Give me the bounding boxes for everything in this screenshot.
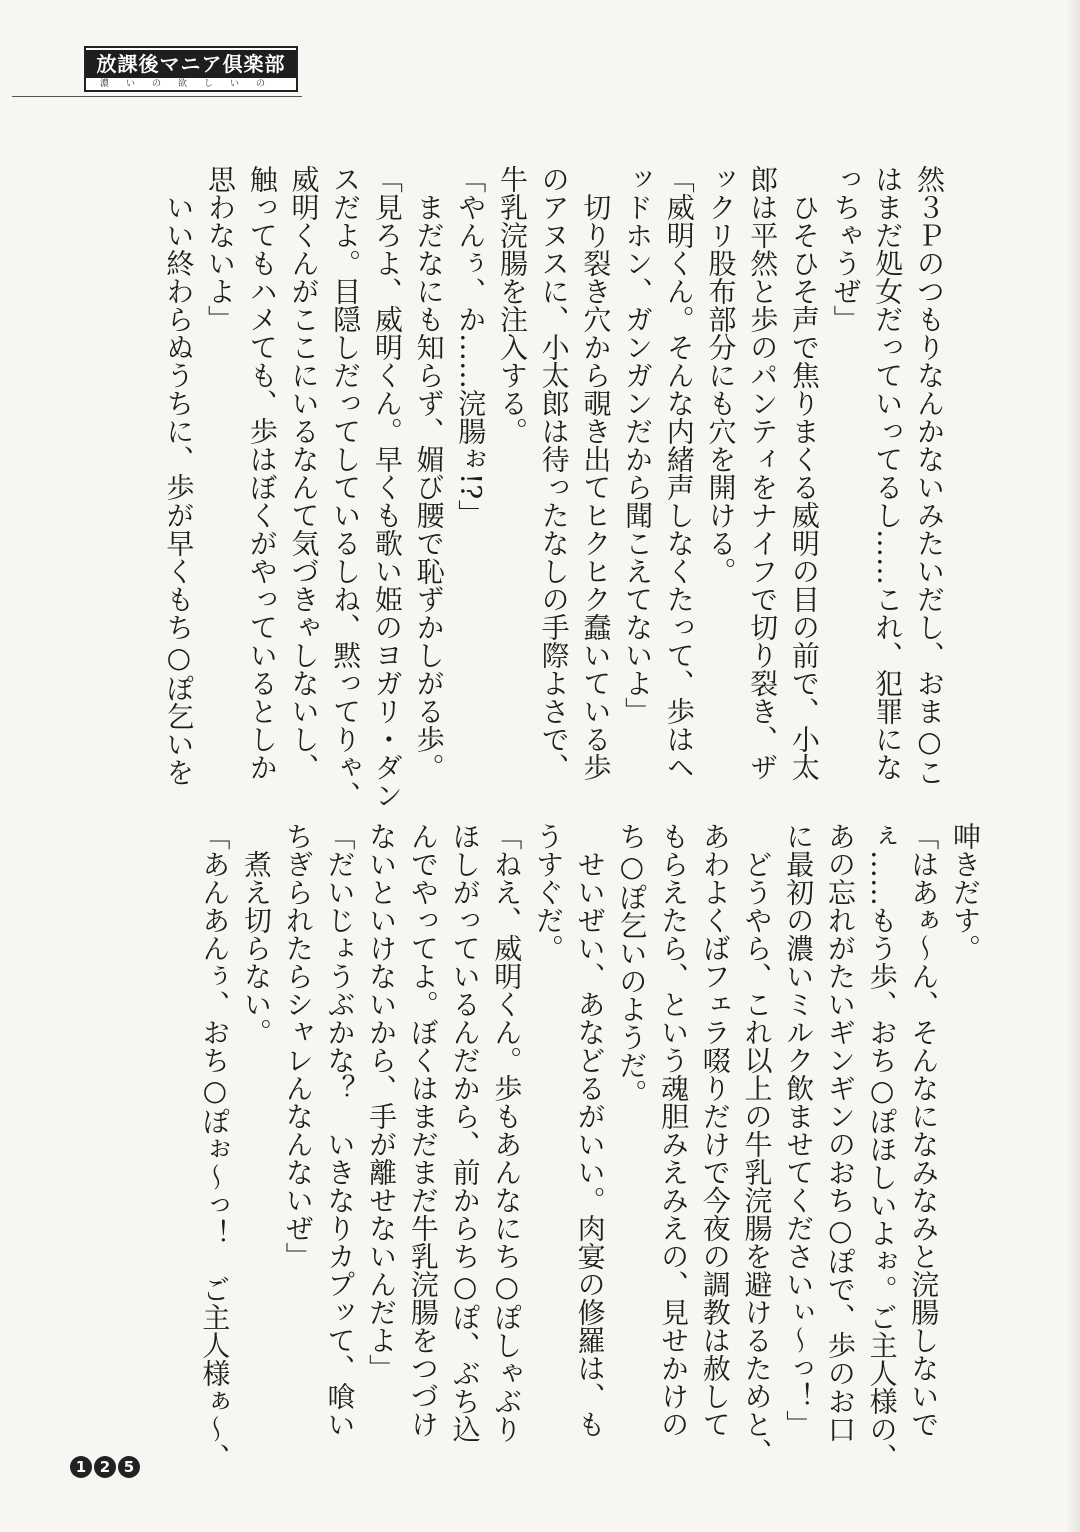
text-column: せいぜい、あなどるがいい。肉宴の修羅は、も xyxy=(573,822,607,1438)
text-column: 呻きだす。 xyxy=(949,822,982,962)
text-column: ぇ……もう歩、おち○ぽほしいよぉ。ご主人様の、 xyxy=(865,822,899,1471)
header-rule xyxy=(12,96,302,97)
text-column: ないといけないから、手が離せないんだよ」 xyxy=(365,822,399,1382)
text-column: ひそひそ声で焦りまくる威明の目の前で、小太 xyxy=(787,165,821,781)
upper-text-block xyxy=(162,165,950,809)
text-column: のアヌスに、小太郎は待ったなしの手際よさで、 xyxy=(537,165,571,781)
text-column: 郎は平然と歩のパンティをナイフで切り裂き、ザ xyxy=(746,165,780,781)
page-edge xyxy=(1066,0,1080,1532)
text-column: 「ねえ、威明くん。歩もあんなにち○ぽしゃぶり xyxy=(490,822,524,1443)
text-column: 「やんぅ、か……浣腸ぉ!?」 xyxy=(454,165,488,528)
text-column: ほしがっているんだから、前からち○ぽ、ぶち込 xyxy=(448,822,482,1443)
text-column: 煮え切らない。 xyxy=(240,822,274,1046)
text-column: に最初の濃いミルク飲ませてくださいぃ～っ！」 xyxy=(782,822,816,1438)
page-number xyxy=(70,1456,140,1478)
page-number-digit: 1 xyxy=(70,1456,92,1478)
text-column: ッドホン、ガンガンだから聞こえてないよ」 xyxy=(621,165,655,725)
text-column: ち○ぽ乞いのようだ。 xyxy=(615,822,649,1107)
text-column: 「はあぁ～ん、そんなになみなみと浣腸しないで xyxy=(907,822,941,1438)
text-column: 威明くんがここにいるなんて気づきゃしないし、 xyxy=(287,165,321,781)
text-column: 然３Ｐのつもりなんかないみたいだし、おま○こ xyxy=(913,165,946,786)
text-column: いい終わらぬうちに、歩が早くもち○ぽ乞いを xyxy=(162,165,196,786)
text-column: 「あんあんぅ、おち○ぽぉ～っ！ ご主人様ぁ～、 xyxy=(198,822,232,1471)
text-column: あわよくばフェラ啜りだけで今夜の調教は赦して xyxy=(698,822,732,1438)
text-column: 切り裂き穴から覗き出てヒクヒク蠢いている歩 xyxy=(579,165,613,781)
running-header xyxy=(84,46,298,92)
text-column: ックリ股布部分にも穴を開ける。 xyxy=(704,165,738,585)
text-column: 牛乳浣腸を注入する。 xyxy=(495,165,529,445)
text-column: 「威明くん。そんな内緒声しなくたって、歩はヘ xyxy=(662,165,696,781)
lower-text-block xyxy=(186,822,986,1471)
text-column: っちゃうぜ」 xyxy=(829,165,863,333)
text-column: うすぐだ。 xyxy=(531,822,565,962)
page-number-digit: 5 xyxy=(118,1456,140,1478)
book-subtitle: 濃いの欲しいの xyxy=(99,79,282,89)
text-column: はまだ処女だっていってるし……これ、犯罪にな xyxy=(871,165,905,781)
text-column: ちぎられたらシャレんなんないぜ」 xyxy=(281,822,315,1270)
text-column: 思わないよ」 xyxy=(204,165,238,333)
text-column: んでやってよ。ぼくはまだまだ牛乳浣腸をつづけ xyxy=(406,822,440,1438)
text-column: 「だいじょうぶかな？ いきなりカプッて、喰い xyxy=(323,822,357,1438)
text-column: 「見ろよ、威明くん。早くも歌い姫のヨガリ・ダン xyxy=(370,165,404,809)
page-number-digit: 2 xyxy=(94,1456,116,1478)
book-title: 放課後マニア倶楽部 xyxy=(86,50,296,78)
text-column: あの忘れがたいギンギンのおち○ぽで、歩のお口 xyxy=(823,822,857,1443)
text-column: 触ってもハメても、歩はぼくがやっているとしか xyxy=(245,165,279,781)
text-column: スだよ。目隠しだってしているしね、黙ってりゃ、 xyxy=(329,165,363,809)
text-column: まだなにも知らず、媚び腰で恥ずかしがる歩。 xyxy=(412,165,446,781)
text-column: もらえたら、という魂胆みえみえの、見せかけの xyxy=(657,822,691,1438)
text-column: どうやら、これ以上の牛乳浣腸を避けるためと、 xyxy=(740,822,774,1466)
